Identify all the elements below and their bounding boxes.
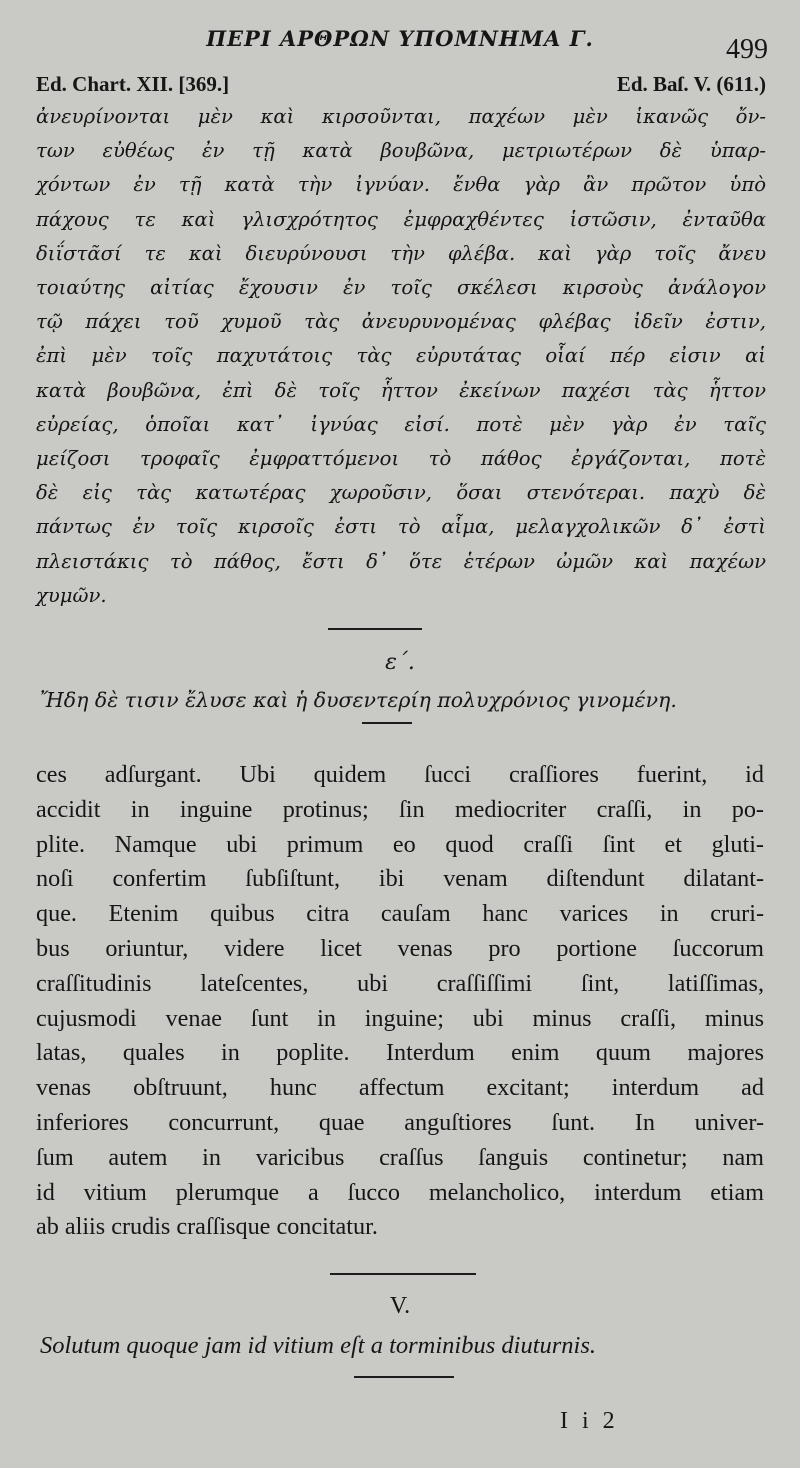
greek-line: κατὰ βουβῶνα, ἐπὶ δὲ τοῖς ἧττον ἐκείνων παχέσι τὰς ἧττον <box>36 378 766 402</box>
greek-line: χυμῶν. <box>36 583 107 607</box>
latin-line: venas obſtruunt, hunc affectum excitant; interdum ad <box>36 1074 764 1102</box>
greek-line: πάχους τε καὶ γλισχρότητος ἐμφραχθέντες ἱστῶσιν, ἐνταῦθα <box>36 207 766 231</box>
lemma-underline <box>354 1376 454 1378</box>
greek-line: πλειστάκις τὸ πάθος, ἔστι δ᾽ ὅτε ἑτέρων ὠμῶν καὶ παχέων <box>36 549 766 573</box>
latin-line: craſſitudinis lateſcentes, ubi craſſiſſimi ſint, latiſſimas, <box>36 969 764 997</box>
latin-line: accidit in inguine protinus; ſin mediocriter craſſi, in po- <box>36 795 764 823</box>
latin-line: que. Etenim quibus citra cauſam hanc varices in cruri- <box>36 900 764 928</box>
edition-reference-line <box>36 72 766 97</box>
edition-right: Ed. Baſ. V. (611.) <box>616 72 766 96</box>
running-title: ΠΕΡΙ ΑΡΘΡΩΝ ΥΠΟΜΝΗΜΑ Γ. <box>206 26 594 51</box>
edition-left: Ed. Chart. XII. [369.] <box>36 72 230 96</box>
latin-line: noſi confertim ſubſiſtunt, ibi venam diſtendunt dilatant- <box>36 865 764 893</box>
signature-mark: I i 2 <box>560 1408 619 1434</box>
greek-line: ἐπὶ μὲν τοῖς παχυτάτοις τὰς εὐρυτάτας οἷαί πέρ εἰσιν αἱ <box>36 344 766 368</box>
latin-section-number: V. <box>389 1293 411 1319</box>
page-number: 499 <box>726 34 768 65</box>
greek-line: μείζοσι τροφαῖς ἐμφραττόμενοι τὸ πάθος ἐργάζονται, ποτὲ <box>36 447 766 471</box>
greek-commentary-text <box>36 100 766 613</box>
greek-lemma: Ἤδη δὲ τισιν ἔλυσε καὶ ἡ δυσεντερίη πολυχρόνιος γινομένη. <box>40 688 677 712</box>
latin-line: cujusmodi venae ſunt in inguine; ubi minus craſſi, minus <box>36 1004 764 1032</box>
latin-lemma: Solutum quoque jam id vitium eſt a torminibus diuturnis. <box>40 1332 597 1359</box>
greek-line: πάντως ἐν τοῖς κιρσοῖς ἐστι τὸ αἷμα, μελαγχολικῶν δ᾽ ἐστὶ <box>36 515 766 539</box>
latin-line: id vitium plerumque a ſucco melancholico, interdum etiam <box>36 1178 764 1206</box>
latin-line: ces adſurgant. Ubi quidem ſucci craſſiores fuerint, id <box>36 761 764 788</box>
section-divider <box>330 1273 476 1275</box>
greek-line: χόντων ἐν τῇ κατὰ τὴν ἰγνύαν. ἔνθα γὰρ ἂν πρῶτον ὑπὸ <box>36 173 766 197</box>
latin-line: ab aliis crudis craſſisque concitatur. <box>36 1213 378 1241</box>
greek-line: τοιαύτης αἰτίας ἔχουσιν ἐν τοῖς σκέλεσι κιρσοὺς ἀνάλογον <box>36 276 766 300</box>
latin-line: latas, quales in poplite. Interdum enim quum majores <box>36 1039 764 1067</box>
lemma-underline <box>362 722 412 724</box>
greek-line: τῷ πάχει τοῦ χυμοῦ τὰς ἀνευρυνομένας φλέβας ἰδεῖν ἐστιν, <box>36 310 766 334</box>
greek-line: των εὐθέως ἐν τῇ κατὰ βουβῶνα, μετριωτέρων δὲ ὑπαρ- <box>36 139 766 163</box>
greek-line: ἀνευρίνονται μὲν καὶ κιρσοῦνται, παχέων μὲν ἱκανῶς ὄν- <box>36 105 766 128</box>
greek-line: διΐστᾶσί τε καὶ διευρύνουσι τὴν φλέβα. καὶ γὰρ τοῖς ἄνευ <box>36 241 766 265</box>
latin-line: bus oriuntur, videre licet venas pro portione ſuccorum <box>36 934 764 962</box>
greek-line: δὲ εἰς τὰς κατωτέρας χωροῦσιν, ὅσαι στενότεραι. παχὺ δὲ <box>36 481 766 505</box>
latin-line: ſum autem in varicibus craſſus ſanguis continetur; nam <box>36 1143 764 1171</box>
section-divider <box>328 628 422 630</box>
greek-section-number: ε΄. <box>385 650 415 675</box>
latin-line: plite. Namque ubi primum eo quod craſſi ſint et gluti- <box>36 830 764 858</box>
latin-line: inferiores concurrunt, quae anguſtiores ſunt. In univer- <box>36 1108 764 1136</box>
greek-line: εὐρείας, ὁποῖαι κατ᾽ ἰγνύας εἰσί. ποτὲ μὲν γὰρ ἐν ταῖς <box>36 412 766 436</box>
latin-translation-text <box>36 758 764 1245</box>
